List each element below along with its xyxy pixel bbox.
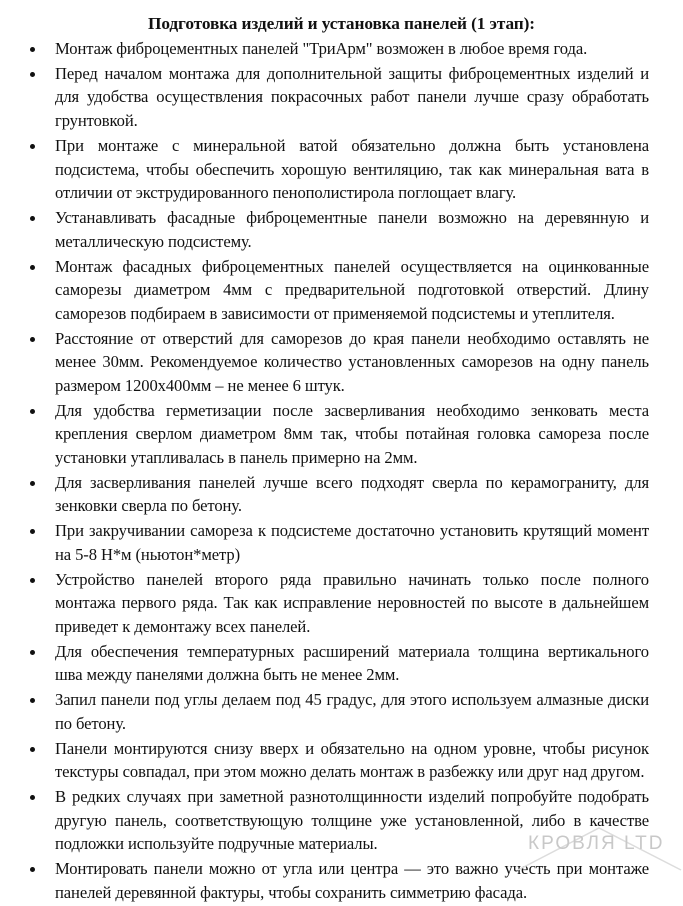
bullet-icon [30, 72, 35, 77]
list-item-text: При монтаже с минеральной ватой обязательно должна быть установлена подсистема, чтобы обеспечить хорошую вентиляцию, так как минеральная вата в отличии от экструдированного пенополистирола поглощает влагу. [55, 135, 649, 203]
list-item [0, 640, 683, 687]
bullet-icon [30, 698, 35, 703]
list-item [0, 519, 683, 566]
list-item-text: Для удобства герметизации после засверливания необходимо зенковать места крепления сверлом диаметром 8мм так, чтобы потайная головка самореза после установки утапливалась в панель примерно на 2мм. [55, 400, 649, 467]
bullet-icon [30, 867, 35, 872]
document-title: Подготовка изделий и установка панелей (1 этап): [148, 14, 535, 33]
instruction-list [0, 37, 683, 906]
bullet-icon [30, 578, 35, 583]
bullet-icon [30, 144, 35, 149]
list-item-text: Расстояние от отверстий для саморезов до края панели необходимо оставлять не менее 30мм. Рекомендуемое количество установленных саморезов на одну панель размером 1200х400мм – не менее 6 штук. [55, 328, 649, 395]
list-item [0, 688, 683, 735]
list-item [0, 568, 683, 639]
bullet-icon [30, 529, 35, 534]
watermark-text: КРОВЛЯ LTD [528, 833, 665, 854]
bullet-icon [30, 795, 35, 800]
list-item-text: Перед началом монтажа для дополнительной защиты фиброцементных изделий и для удобства осуществления покрасочных работ панели лучше сразу обработать грунтовкой. [55, 63, 649, 131]
list-item-text: В редких случаях при заметной разнотолщинности изделий попробуйте подобрать другую панель, соответствующую толщине уже установленной, либо в качестве подложки используйте подручные материалы. [55, 787, 649, 854]
list-item-text: Для засверливания панелей лучше всего подходят сверла по керамограниту, для зенковки сверла по бетону. [55, 472, 649, 516]
bullet-icon [30, 47, 35, 52]
list-item-text: Монтаж фасадных фиброцементных панелей осуществляется на оцинкованные саморезы диаметром 4мм с предварительной подготовкой отверстий. Длину саморезов подбираем в зависимости от применяемой подсистемы и утеплителя. [55, 256, 649, 323]
list-item-text: Устанавливать фасадные фиброцементные панели возможно на деревянную и металлическую подсистему. [55, 208, 649, 251]
bullet-icon [30, 265, 35, 270]
list-item-text: Монтаж фиброцементных панелей "ТриАрм" возможен в любое время года. [55, 39, 588, 58]
bullet-icon [30, 650, 35, 655]
list-item-text: Запил панели под углы делаем под 45 градус, для этого используем алмазные диски по бетону. [55, 690, 649, 733]
bullet-icon [30, 747, 35, 752]
list-item-text: При закручивании самореза к подсистеме достаточно установить крутящий момент на 5-8 Н*м (ньютон*метр) [55, 521, 649, 564]
list-item-text: Панели монтируются снизу вверх и обязательно на одном уровне, чтобы рисунок текстуры совпадал, при этом можно делать монтаж в разбежку или друг над другом. [55, 738, 649, 782]
list-item [0, 62, 683, 133]
list-item [0, 471, 683, 518]
bullet-icon [30, 481, 35, 486]
bullet-icon [30, 337, 35, 342]
list-item [0, 327, 683, 398]
bullet-icon [30, 216, 35, 221]
bullet-icon [30, 409, 35, 414]
list-item [0, 37, 683, 61]
list-item-text: Устройство панелей второго ряда правильно начинать только после полного монтажа первого ряда. Так как исправление неровностей по высоте в дальнейшем приведет к демонтажу всех панелей. [55, 569, 649, 636]
list-item [0, 134, 683, 205]
list-item [0, 737, 683, 784]
list-item [0, 255, 683, 326]
list-item-text: Для обеспечения температурных расширений материала толщина вертикального шва между панелями должна быть не менее 2мм. [55, 641, 649, 685]
list-item [0, 399, 683, 470]
list-item-text: Монтировать панели можно от угла или центра — это важно учесть при монтаже панелей деревянной фактуры, чтобы сохранить симметрию фасада. [55, 859, 649, 902]
list-item [0, 206, 683, 253]
